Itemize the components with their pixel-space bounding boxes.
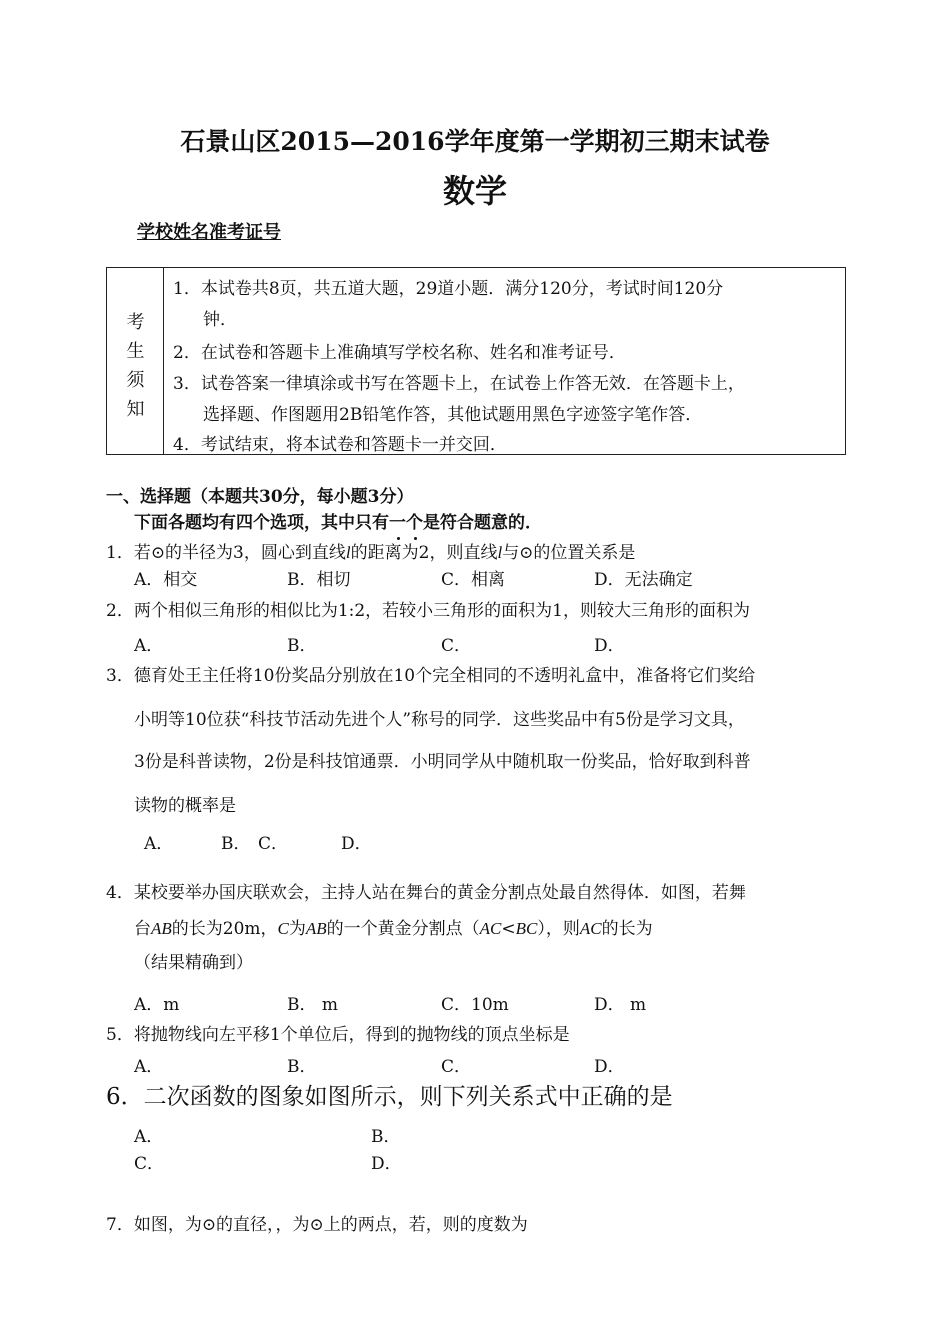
emphasis-char: 个 <box>406 513 423 533</box>
notice-label <box>107 308 164 424</box>
q3-option-a: A． <box>144 834 174 854</box>
q5-option-a: A． <box>134 1057 164 1077</box>
question-3-line: 3．德育处王主任将10份奖品分别放在10个完全相同的不透明礼盒中，准备将它们奖给 <box>106 666 756 686</box>
q4-option-a: A．m <box>134 995 180 1015</box>
subject-title: 数学 <box>442 172 507 210</box>
q6-option-d: D． <box>371 1154 402 1174</box>
notice-item: 4．考试结束，将本试卷和答题卡一并交回． <box>173 435 507 455</box>
q5-option-b: B． <box>287 1057 317 1077</box>
q4-option-d: D． m <box>594 995 647 1015</box>
q1-option-d: D．无法确定 <box>594 570 693 590</box>
q3-option-d: D． <box>341 834 372 854</box>
q1-option-b: B．相切 <box>287 570 351 590</box>
section-heading: 一、选择题（本题共30分，每小题3分） <box>106 487 414 507</box>
question-3-line: 小明等10位获“科技节活动先进个人”称号的同学．这些奖品中有5份是学习文具， <box>134 710 745 730</box>
q1-option-a: A．相交 <box>134 570 198 590</box>
q5-option-c: C． <box>441 1057 472 1077</box>
q6-option-b: B． <box>371 1127 401 1147</box>
q4-option-b: B． m <box>287 995 339 1015</box>
q5-option-d: D． <box>594 1057 625 1077</box>
notice-item: 3．试卷答案一律填涂或书写在答题卡上，在试卷上作答无效．在答题卡上， <box>173 374 745 394</box>
question-7: 7．如图，为⊙的直径，，为⊙上的两点，若，则的度数为 <box>106 1215 528 1235</box>
q2-option-b: B． <box>287 636 317 656</box>
q2-option-a: A． <box>134 636 164 656</box>
notice-label-char: 生 <box>126 341 145 362</box>
q4-option-c: C．10m <box>441 995 509 1015</box>
question-4-line: 4．某校要举办国庆联欢会，主持人站在舞台的黄金分割点处最自然得体．如图，若舞 <box>106 883 746 903</box>
notice-label-char: 考 <box>126 312 145 333</box>
notice-item: 2．在试卷和答题卡上准确填写学校名称、姓名和准考证号． <box>173 343 626 363</box>
notice-item: 1．本试卷共8页，共五道大题，29道小题．满分120分，考试时间120分 <box>173 279 724 299</box>
question-6: 6．二次函数的图象如图所示，则下列关系式中正确的是 <box>106 1084 673 1110</box>
q1-option-c: C．相离 <box>441 570 506 590</box>
q6-option-a: A． <box>134 1127 164 1147</box>
q3-option-c: C． <box>258 834 289 854</box>
q2-option-d: D． <box>594 636 625 656</box>
q2-option-c: C． <box>441 636 472 656</box>
emphasis-char: 一 <box>389 513 406 533</box>
question-3-line: 读物的概率是 <box>134 796 236 816</box>
student-info-line: 学校姓名准考证号 <box>137 222 281 243</box>
question-5: 5．将抛物线向左平移1个单位后，得到的抛物线的顶点坐标是 <box>106 1025 570 1045</box>
exam-title: 石景山区2015—2016学年度第一学期初三期末试卷 <box>180 127 770 156</box>
q6-option-c: C． <box>134 1154 165 1174</box>
notice-label-char: 知 <box>126 399 145 420</box>
q3-option-b: B． <box>221 834 251 854</box>
question-2: 2．两个相似三角形的相似比为1:2，若较小三角形的面积为1，则较大三角形的面积为 <box>106 601 750 621</box>
notice-box <box>106 267 846 455</box>
notice-label-cell <box>107 268 164 454</box>
section-instruction: 下面各题均有四个选项，其中只有一个是符合题意的． <box>134 513 542 533</box>
notice-item: 钟． <box>203 310 237 330</box>
question-4-line: 台AB的长为20m，C为AB的一个黄金分割点（AC<BC），则AC的长为 <box>134 919 653 939</box>
question-1: 1．若⊙的半径为3，圆心到直线l的距离为2，则直线l与⊙的位置关系是 <box>106 543 636 563</box>
question-3-line: 3份是科普读物，2份是科技馆通票．小明同学从中随机取一份奖品，恰好取到科普 <box>134 752 751 772</box>
question-4-line: （结果精确到） <box>134 953 253 973</box>
notice-item: 选择题、作图题用2B铅笔作答，其他试题用黑色字迹签字笔作答． <box>203 405 703 425</box>
notice-label-char: 须 <box>126 370 145 391</box>
